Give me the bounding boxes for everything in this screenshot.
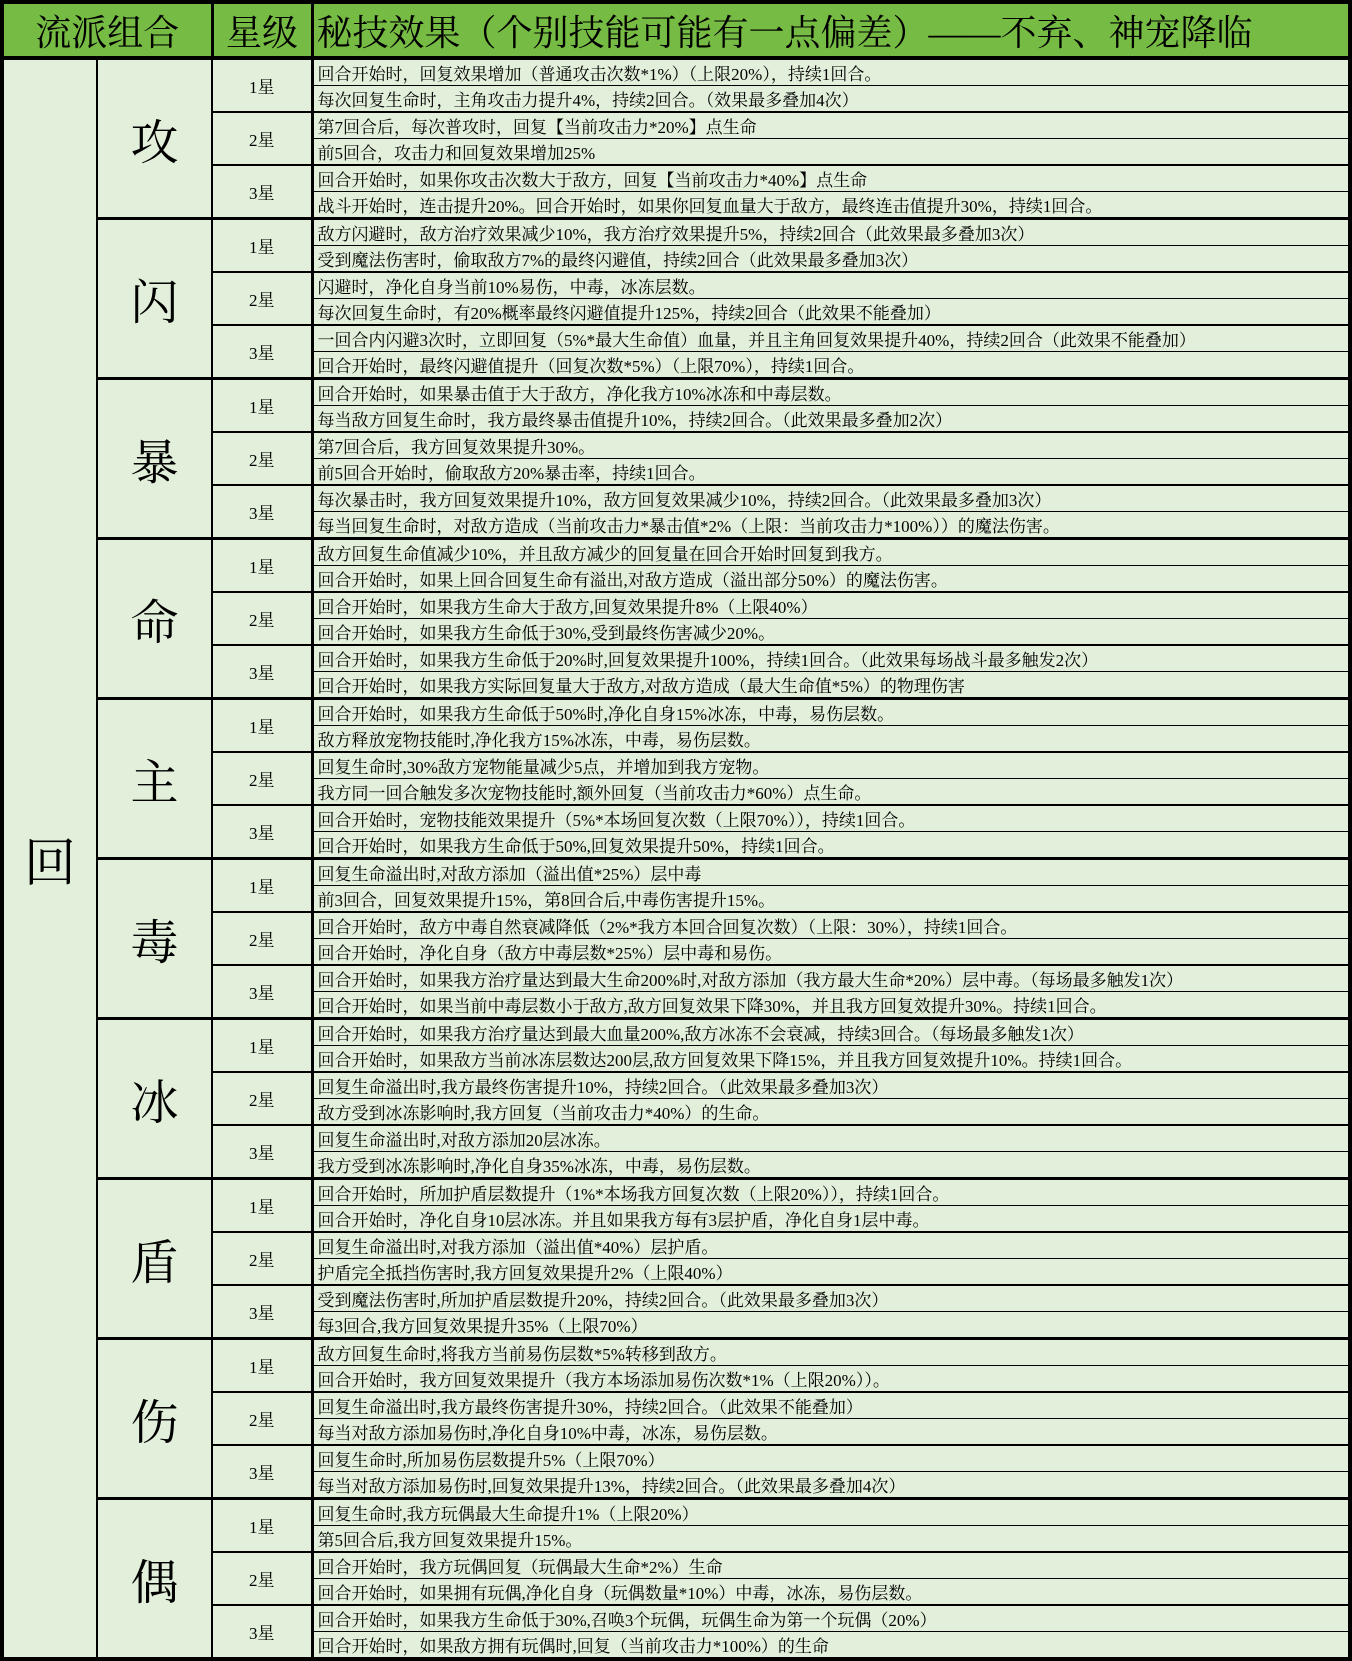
star-cell: 3星	[212, 965, 312, 1019]
effect-cell: 回合开始时，我方回复效果提升（我方本场添加易伤次数*1%（上限20%））。	[312, 1366, 1350, 1393]
effect-cell: 回合开始时，如果我方生命大于敌方,回复效果提升8%（上限40%）	[312, 592, 1350, 619]
table-row	[2, 1339, 1350, 1366]
table-row	[2, 1179, 1350, 1206]
effect-cell: 回合开始时，如果敌方当前冰冻层数达200层,敌方回复效果下降15%，并且我方回复效提升10%。持续1回合。	[312, 1046, 1350, 1073]
effect-cell: 回合开始时，如果我方生命低于20%时,回复效果提升100%，持续1回合。（此效果每场战斗最多触发2次）	[312, 645, 1350, 672]
star-cell: 1星	[212, 1499, 312, 1553]
effect-cell: 回合开始时，宠物技能效果提升（5%*本场回复次数（上限70%）），持续1回合。	[312, 805, 1350, 832]
effect-cell: 敌方回复生命值减少10%，并且敌方减少的回复量在回合开始时回复到我方。	[312, 539, 1350, 566]
effect-cell: 战斗开始时，连击提升20%。回合开始时，如果你回复血量大于敌方，最终连击值提升30%，持续1回合。	[312, 192, 1350, 219]
effect-cell: 每次回复生命时，主角攻击力提升4%，持续2回合。（效果最多叠加4次）	[312, 86, 1350, 113]
effect-cell: 回复生命溢出时,对敌方添加（溢出值*25%）层中毒	[312, 859, 1350, 886]
effect-cell: 敌方闪避时，敌方治疗效果减少10%，我方治疗效果提升5%，持续2回合（此效果最多叠加3次）	[312, 219, 1350, 246]
effect-cell: 我方受到冰冻影响时,净化自身35%冰冻，中毒，易伤层数。	[312, 1152, 1350, 1179]
star-cell: 3星	[212, 1125, 312, 1179]
effect-cell: 回合开始时，最终闪避值提升（回复次数*5%）（上限70%），持续1回合。	[312, 352, 1350, 379]
star-cell: 1星	[212, 699, 312, 753]
effect-cell: 闪避时，净化自身当前10%易伤，中毒，冰冻层数。	[312, 272, 1350, 299]
effect-cell: 每次回复生命时，有20%概率最终闪避值提升125%，持续2回合（此效果不能叠加）	[312, 299, 1350, 326]
header-row	[2, 2, 1350, 58]
effect-cell: 回合开始时，如果我方生命低于50%时,净化自身15%冰冻，中毒，易伤层数。	[312, 699, 1350, 726]
star-cell: 1星	[212, 219, 312, 273]
table-row	[2, 539, 1350, 566]
effect-cell: 敌方释放宠物技能时,净化我方15%冰冻，中毒，易伤层数。	[312, 726, 1350, 753]
section-cell: 闪	[97, 219, 212, 379]
star-cell: 2星	[212, 432, 312, 485]
effect-cell: 回合开始时，回复效果增加（普通攻击次数*1%）（上限20%），持续1回合。	[312, 58, 1350, 86]
effect-cell: 回合开始时，净化自身10层冰冻。并且如果我方每有3层护盾，净化自身1层中毒。	[312, 1206, 1350, 1233]
effect-cell: 回合开始时，如果上回合回复生命有溢出,对敌方造成（溢出部分50%）的魔法伤害。	[312, 566, 1350, 593]
effect-cell: 回合开始时，如果你攻击次数大于敌方，回复【当前攻击力*40%】点生命	[312, 165, 1350, 192]
effect-cell: 回复生命溢出时,对敌方添加20层冰冻。	[312, 1125, 1350, 1152]
effect-cell: 回复生命时,所加易伤层数提升5%（上限70%）	[312, 1445, 1350, 1472]
star-cell: 3星	[212, 485, 312, 539]
star-cell: 1星	[212, 1019, 312, 1073]
effect-cell: 回合开始时，如果敌方拥有玩偶时,回复（当前攻击力*100%）的生命	[312, 1632, 1350, 1660]
effect-cell: 第5回合后,我方回复效果提升15%。	[312, 1526, 1350, 1553]
table-row	[2, 219, 1350, 246]
effect-cell: 前3回合，回复效果提升15%，第8回合后,中毒伤害提升15%。	[312, 886, 1350, 913]
group-cell: 回	[2, 58, 97, 1659]
effect-cell: 敌方回复生命时,将我方当前易伤层数*5%转移到敌方。	[312, 1339, 1350, 1366]
section-cell: 毒	[97, 859, 212, 1019]
effect-cell: 回合开始时，如果我方实际回复量大于敌方,对敌方造成（最大生命值*5%）的物理伤害	[312, 672, 1350, 699]
table-row	[2, 379, 1350, 406]
header-faction: 流派组合	[2, 2, 212, 58]
effect-cell: 回合开始时，如果我方生命低于30%,召唤3个玩偶，玩偶生命为第一个玩偶（20%）	[312, 1605, 1350, 1632]
effect-cell: 每当回复生命时，对敌方造成（当前攻击力*暴击值*2%（上限：当前攻击力*100%））的魔法伤害。	[312, 512, 1350, 539]
effect-cell: 回合开始时，如果我方治疗量达到最大生命200%时,对敌方添加（我方最大生命*20%）层中毒。（每场最多触发1次）	[312, 965, 1350, 992]
section-cell: 主	[97, 699, 212, 859]
effect-cell: 回合开始时，如果暴击值于大于敌方，净化我方10%冰冻和中毒层数。	[312, 379, 1350, 406]
table-row	[2, 859, 1350, 886]
effect-cell: 我方同一回合触发多次宠物技能时,额外回复（当前攻击力*60%）点生命。	[312, 779, 1350, 806]
effect-cell: 前5回合，攻击力和回复效果增加25%	[312, 139, 1350, 166]
star-cell: 2星	[212, 592, 312, 645]
effect-cell: 回合开始时，敌方中毒自然衰减降低（2%*我方本回合回复次数）（上限：30%），持续1回合。	[312, 912, 1350, 939]
effect-cell: 第7回合后，每次普攻时，回复【当前攻击力*20%】点生命	[312, 112, 1350, 139]
effect-cell: 回复生命溢出时,对我方添加（溢出值*40%）层护盾。	[312, 1232, 1350, 1259]
effect-cell: 敌方受到冰冻影响时,我方回复（当前攻击力*40%）的生命。	[312, 1099, 1350, 1126]
effect-cell: 第7回合后，我方回复效果提升30%。	[312, 432, 1350, 459]
section-cell: 伤	[97, 1339, 212, 1499]
star-cell: 2星	[212, 1552, 312, 1605]
star-cell: 3星	[212, 165, 312, 219]
star-cell: 2星	[212, 1392, 312, 1445]
effect-cell: 回复生命溢出时,我方最终伤害提升10%，持续2回合。（此效果最多叠加3次）	[312, 1072, 1350, 1099]
effect-cell: 前5回合开始时，偷取敌方20%暴击率，持续1回合。	[312, 459, 1350, 486]
star-cell: 2星	[212, 272, 312, 325]
effect-cell: 受到魔法伤害时,所加护盾层数提升20%，持续2回合。（此效果最多叠加3次）	[312, 1285, 1350, 1312]
effect-cell: 回复生命溢出时,我方最终伤害提升30%，持续2回合。（此效果不能叠加）	[312, 1392, 1350, 1419]
star-cell: 2星	[212, 1232, 312, 1285]
effect-cell: 每当敌方回复生命时，我方最终暴击值提升10%，持续2回合。（此效果最多叠加2次）	[312, 406, 1350, 433]
effect-cell: 受到魔法伤害时，偷取敌方7%的最终闪避值，持续2回合（此效果最多叠加3次）	[312, 246, 1350, 273]
effect-cell: 回合开始时，如果我方治疗量达到最大血量200%,敌方冰冻不会衰减，持续3回合。（每场最多触发1次）	[312, 1019, 1350, 1046]
section-cell: 冰	[97, 1019, 212, 1179]
star-cell: 3星	[212, 325, 312, 379]
star-cell: 3星	[212, 1445, 312, 1499]
star-cell: 1星	[212, 58, 312, 112]
effect-cell: 回合开始时，如果我方生命低于30%,受到最终伤害减少20%。	[312, 619, 1350, 646]
star-cell: 2星	[212, 112, 312, 165]
star-cell: 1星	[212, 859, 312, 913]
star-cell: 1星	[212, 1179, 312, 1233]
star-cell: 3星	[212, 645, 312, 699]
effect-cell: 每当对敌方添加易伤时,回复效果提升13%，持续2回合。（此效果最多叠加4次）	[312, 1472, 1350, 1499]
star-cell: 2星	[212, 752, 312, 805]
star-cell: 2星	[212, 912, 312, 965]
star-cell: 3星	[212, 1285, 312, 1339]
table-row	[2, 58, 1350, 86]
table-row	[2, 1499, 1350, 1526]
star-cell: 3星	[212, 1605, 312, 1659]
effect-cell: 回合开始时，净化自身（敌方中毒层数*25%）层中毒和易伤。	[312, 939, 1350, 966]
effect-cell: 每当对敌方添加易伤时,净化自身10%中毒，冰冻，易伤层数。	[312, 1419, 1350, 1446]
effect-cell: 每次暴击时，我方回复效果提升10%，敌方回复效果减少10%，持续2回合。（此效果最多叠加3次）	[312, 485, 1350, 512]
effect-cell: 回复生命时,我方玩偶最大生命提升1%（上限20%）	[312, 1499, 1350, 1526]
section-cell: 攻	[97, 58, 212, 219]
effect-cell: 回合开始时，我方玩偶回复（玩偶最大生命*2%）生命	[312, 1552, 1350, 1579]
header-star: 星级	[212, 2, 312, 58]
effect-cell: 回复生命时,30%敌方宠物能量减少5点，并增加到我方宠物。	[312, 752, 1350, 779]
effect-cell: 一回合内闪避3次时，立即回复（5%*最大生命值）血量，并且主角回复效果提升40%，持续2回合（此效果不能叠加）	[312, 325, 1350, 352]
table-row	[2, 699, 1350, 726]
header-effect: 秘技效果（个别技能可能有一点偏差）——不弃、神宠降临	[312, 2, 1350, 58]
effect-cell: 护盾完全抵挡伤害时,我方回复效果提升2%（上限40%）	[312, 1259, 1350, 1286]
effect-cell: 回合开始时，如果我方生命低于50%,回复效果提升50%，持续1回合。	[312, 832, 1350, 859]
table-row	[2, 1019, 1350, 1046]
effect-cell: 每3回合,我方回复效果提升35%（上限70%）	[312, 1312, 1350, 1339]
effect-cell: 回合开始时，如果当前中毒层数小于敌方,敌方回复效果下降30%，并且我方回复效提升30%。持续1回合。	[312, 992, 1350, 1019]
star-cell: 1星	[212, 539, 312, 593]
section-cell: 暴	[97, 379, 212, 539]
star-cell: 3星	[212, 805, 312, 859]
effect-cell: 回合开始时，如果拥有玩偶,净化自身（玩偶数量*10%）中毒，冰冻，易伤层数。	[312, 1579, 1350, 1606]
section-cell: 盾	[97, 1179, 212, 1339]
effect-cell: 回合开始时，所加护盾层数提升（1%*本场我方回复次数（上限20%）），持续1回合。	[312, 1179, 1350, 1206]
section-cell: 命	[97, 539, 212, 699]
star-cell: 1星	[212, 1339, 312, 1393]
star-cell: 2星	[212, 1072, 312, 1125]
star-cell: 1星	[212, 379, 312, 433]
section-cell: 偶	[97, 1499, 212, 1660]
